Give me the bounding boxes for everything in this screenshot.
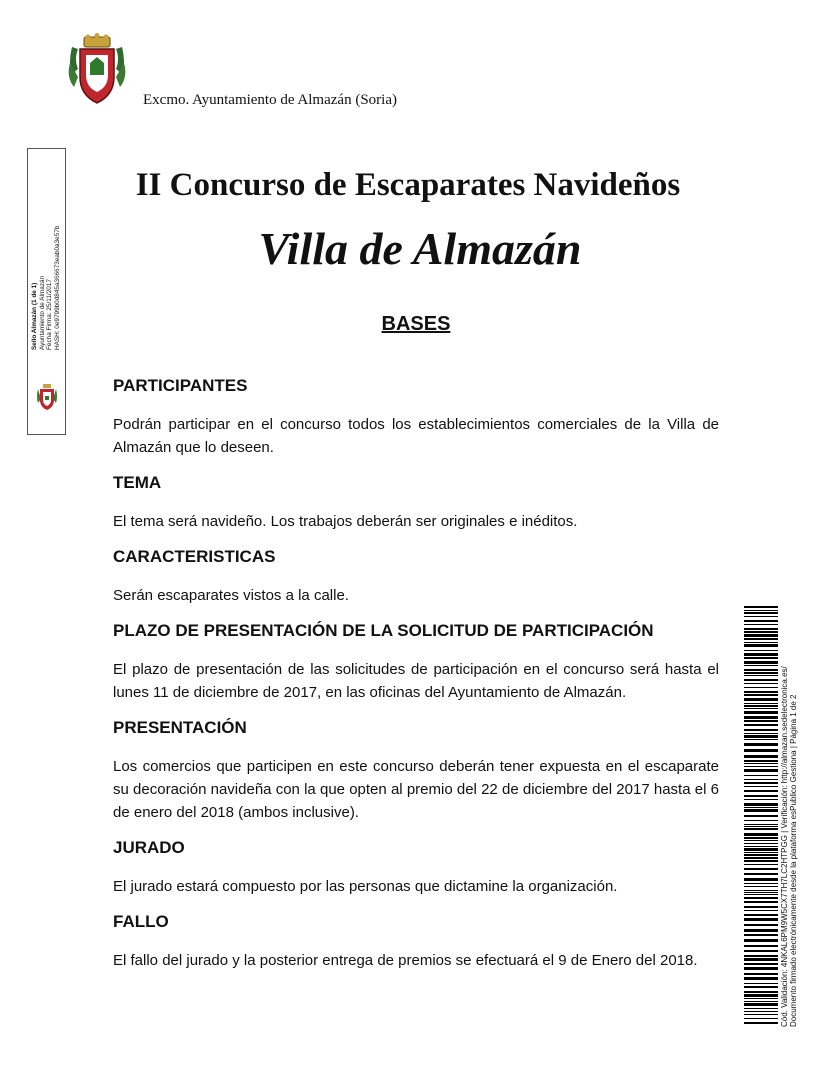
section-body: Serán escaparates vistos a la calle. xyxy=(113,587,349,604)
section-heading: PRESENTACIÓN xyxy=(113,718,247,737)
coat-of-arms-logo xyxy=(66,33,128,109)
section-participantes xyxy=(113,376,719,459)
seal-coat-of-arms-icon xyxy=(35,383,59,412)
section-heading: TEMA xyxy=(113,473,162,492)
verification-line-2: Documento firmado electrónicamente desde la plataforma esPublico Gestiona | Página 1 de 2 xyxy=(789,694,798,1027)
seal-line-4: HASH: 0e9799b0d845a366673eab0a3e57b xyxy=(53,225,61,350)
document-body xyxy=(113,376,719,986)
section-heading: CARACTERISTICAS xyxy=(113,547,276,566)
section-body: El plazo de presentación de las solicitudes de participación en el concurso será hasta el lunes 11 de diciembre de 2017, en las oficinas del Ayuntamiento de Almazán. xyxy=(113,661,719,701)
section-heading: PLAZO DE PRESENTACIÓN DE LA SOLICITUD DE PARTICIPACIÓN xyxy=(113,621,654,640)
seal-line-2: Ayuntamiento de Almazán xyxy=(38,275,46,350)
section-jurado xyxy=(113,838,719,898)
section-presentacion xyxy=(113,718,719,824)
section-body: El tema será navideño. Los trabajos deberán ser originales e inéditos. xyxy=(113,513,578,530)
section-fallo xyxy=(113,912,719,972)
verification-line-1: Cód. Validación: 4NKAL6PM9W5CX7TH7LC2HTPGG | Verificación: http://almazan.sedelectronica.es/ xyxy=(780,666,789,1027)
section-tema xyxy=(113,473,719,533)
verification-text xyxy=(780,657,798,1027)
bases-heading: BASES xyxy=(381,313,451,335)
organization-name: Excmo. Ayuntamiento de Almazán (Soria) xyxy=(143,92,397,108)
section-plazo xyxy=(113,621,719,704)
section-body: El jurado estará compuesto por las personas que dictamine la organización. xyxy=(113,878,618,895)
section-body: El fallo del jurado y la posterior entrega de premios se efectuará el 9 de Enero del 2018. xyxy=(113,952,698,969)
verification-barcode xyxy=(744,606,778,1026)
document-subtitle-villa: Villa de Almazán xyxy=(258,223,582,274)
section-caracteristicas xyxy=(113,547,719,607)
section-body: Podrán participar en el concurso todos los establecimientos comerciales de la Villa de Almazán que lo deseen. xyxy=(113,416,719,456)
section-heading: PARTICIPANTES xyxy=(113,376,248,395)
document-title: II Concurso de Escaparates Navideños xyxy=(135,167,681,203)
section-heading: FALLO xyxy=(113,912,169,931)
seal-line-1: Sello Almazán (1 de 1) xyxy=(31,282,38,350)
section-body: Los comercios que participen en este concurso deberán tener expuesta en el escaparate su decoración navideña con la que opten al premio del 22 de diciembre del 2017 hasta el 6 de enero del 2018 (ambos inclusive). xyxy=(113,758,719,821)
section-heading: JURADO xyxy=(113,838,185,857)
seal-line-3: Fecha Firma: 25/11/2017 xyxy=(46,279,53,350)
